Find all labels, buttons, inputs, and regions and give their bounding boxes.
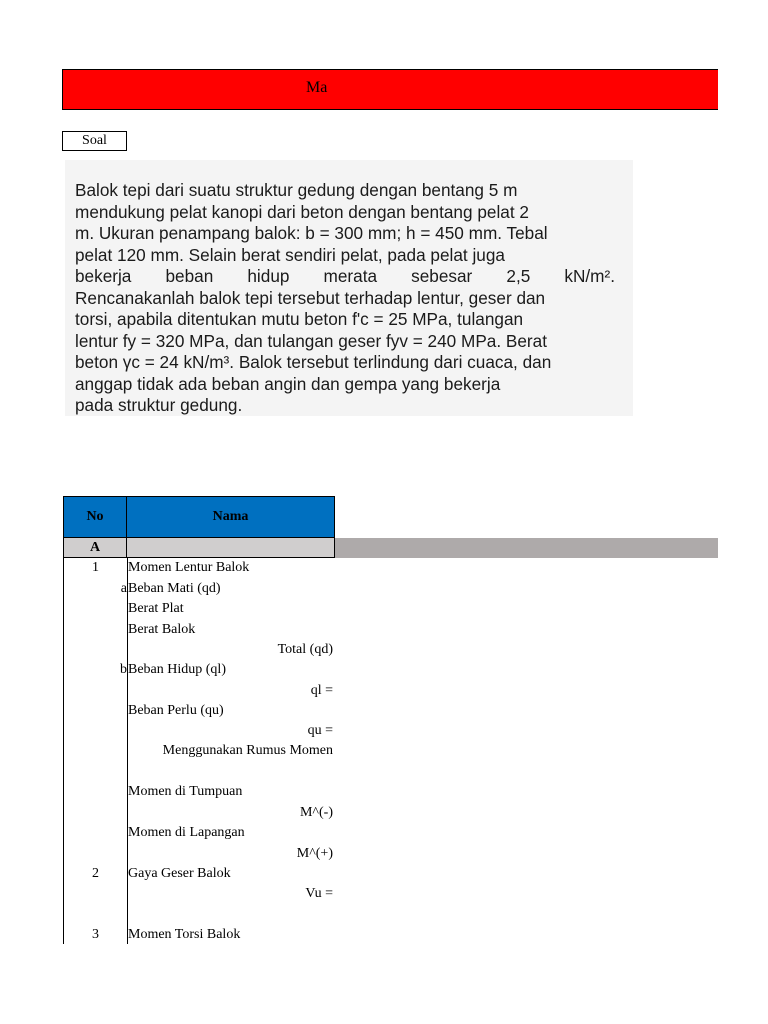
- problem-line: m. Ukuran penampang balok: b = 300 mm; h = 450 mm. Tebal: [75, 223, 548, 243]
- row-name: Momen di Lapangan: [128, 825, 245, 840]
- table-left-border: [63, 558, 64, 944]
- section-name-cell: [127, 538, 335, 558]
- problem-line: lentur fy = 320 MPa, dan tulangan geser fyv = 240 MPa. Berat: [75, 330, 547, 351]
- row-name: Momen di Tumpuan: [128, 784, 243, 799]
- problem-line: torsi, apabila ditentukan mutu beton f'c = 25 MPa, tulangan: [75, 309, 524, 329]
- row-name: Beban Hidup (ql): [128, 662, 226, 677]
- row-label-right: Menggunakan Rumus Momen: [162, 743, 333, 758]
- row-label-right: M^(-): [299, 805, 333, 820]
- row-number: 2: [92, 866, 99, 881]
- row-name: Momen Lentur Balok: [128, 560, 250, 575]
- row-label-right: Total (qd): [277, 642, 333, 657]
- problem-statement: [75, 180, 615, 417]
- title-bar: [62, 69, 718, 110]
- problem-line: bekerja beban hidup merata sebesar 2,5 kN/m².: [75, 266, 615, 286]
- soal-label: Soal: [62, 131, 127, 151]
- row-letter: a: [120, 581, 127, 596]
- row-label-right: ql =: [310, 683, 333, 698]
- problem-line: pada struktur gedung.: [75, 395, 243, 415]
- row-name: Berat Plat: [128, 601, 184, 616]
- row-name: Momen Torsi Balok: [128, 927, 241, 942]
- row-name: Gaya Geser Balok: [128, 866, 231, 881]
- column-header-no: No: [63, 496, 127, 538]
- problem-line: anggap tidak ada beban angin dan gempa yang bekerja: [75, 373, 501, 394]
- page-title: Ma: [306, 79, 328, 96]
- row-label-right: Vu =: [305, 886, 333, 901]
- problem-line: beton γc = 24 kN/m³. Balok tersebut terlindung dari cuaca, dan: [75, 352, 552, 372]
- problem-line: Balok tepi dari suatu struktur gedung dengan bentang 5 m: [75, 180, 518, 200]
- row-name: Beban Perlu (qu): [128, 703, 224, 718]
- row-label-right: M^(+): [296, 846, 333, 861]
- row-number: 3: [92, 927, 99, 942]
- row-name: Beban Mati (qd): [128, 581, 221, 596]
- row-name: Berat Balok: [128, 622, 196, 637]
- problem-line: mendukung pelat kanopi dari beton dengan bentang pelat 2: [75, 201, 529, 222]
- section-label: A: [63, 538, 127, 558]
- problem-line: pelat 120 mm. Selain berat sendiri pelat, pada pelat juga: [75, 244, 505, 265]
- problem-line: Rencanakanlah balok tepi tersebut terhadap lentur, geser dan: [75, 287, 546, 308]
- row-label-right: qu =: [307, 723, 333, 738]
- column-header-nama: Nama: [127, 496, 335, 538]
- row-letter: b: [120, 662, 127, 677]
- problem-statement-image: [65, 160, 633, 416]
- row-number: 1: [92, 560, 99, 575]
